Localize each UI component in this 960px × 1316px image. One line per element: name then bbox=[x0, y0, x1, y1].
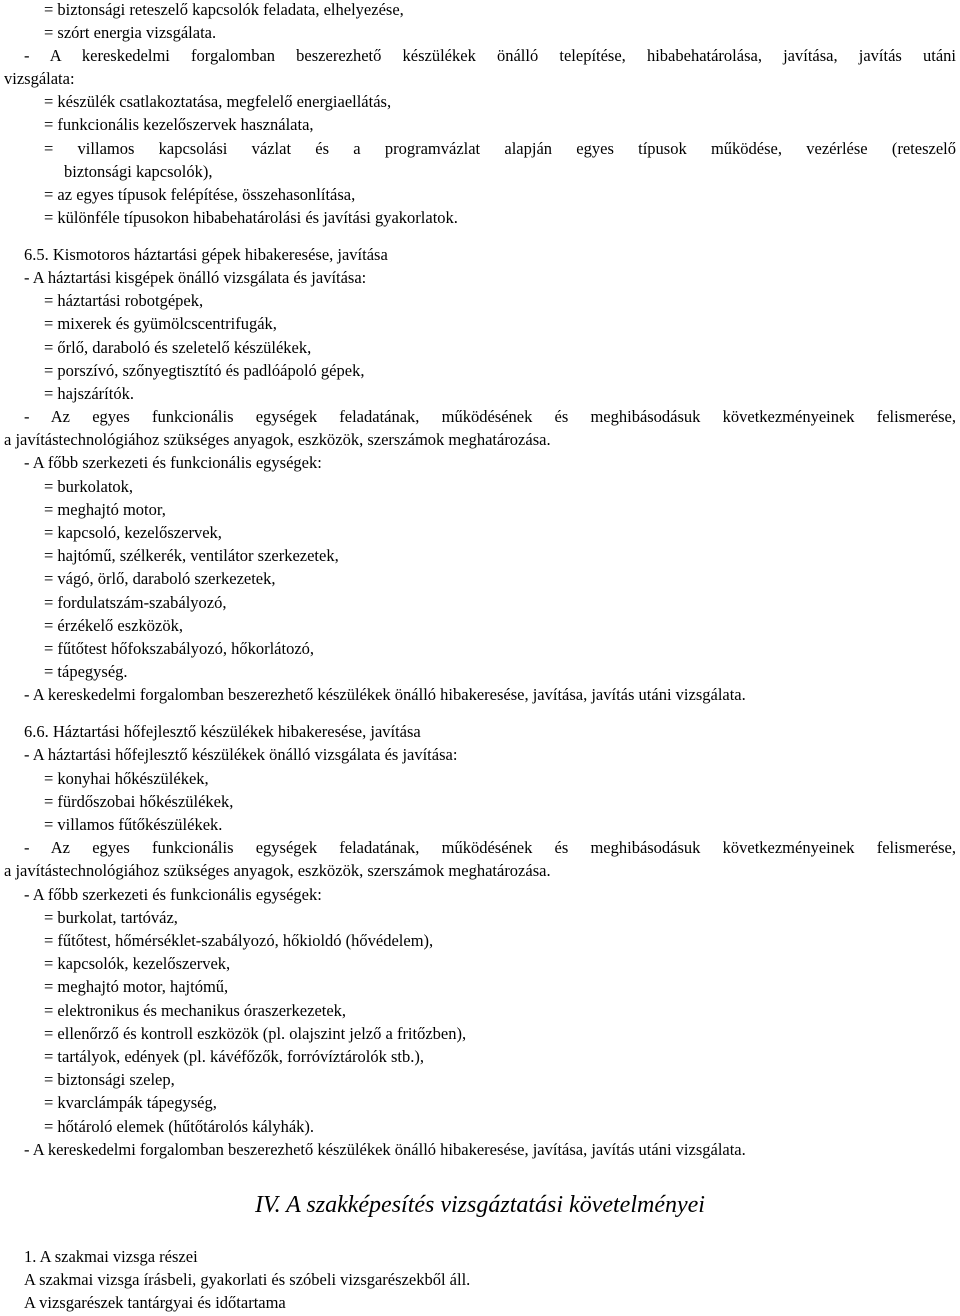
list-item: = tápegység. bbox=[44, 662, 128, 681]
section-heading-6-5: 6.5. Kismotoros háztartási gépek hibakeresése, javítása bbox=[24, 245, 388, 264]
list-item: = villamos fűtőkészülékek. bbox=[44, 815, 223, 834]
list-item: = fordulatszám-szabályozó, bbox=[44, 593, 227, 612]
list-item: = készülék csatlakoztatása, megfelelő energiaellátás, bbox=[44, 92, 392, 111]
list-item: = funkcionális kezelőszervek használata, bbox=[44, 115, 314, 134]
list-item: = mixerek és gyümölcscentrifugák, bbox=[44, 314, 277, 333]
paragraph-line: - A kereskedelmi forgalomban beszerezhető készülékek önálló telepítése, hibabehatárolása, javítása, javítás utáni bbox=[24, 46, 956, 65]
paragraph-line: - A főbb szerkezeti és funkcionális egységek: bbox=[24, 885, 322, 904]
paragraph-line: - A háztartási kisgépek önálló vizsgálata és javítása: bbox=[24, 268, 367, 287]
list-item: = konyhai hőkészülékek, bbox=[44, 769, 209, 788]
list-item: = érzékelő eszközök, bbox=[44, 616, 183, 635]
list-item: = fűtőtest hőfokszabályozó, hőkorlátozó, bbox=[44, 639, 315, 658]
paragraph-line: - Az egyes funkcionális egységek feladatának, működésének és meghibásodásuk következményeinek felismerése, bbox=[24, 407, 956, 426]
list-item: = tartályok, edények (pl. kávéfőzők, forróvíztárolók stb.), bbox=[44, 1047, 424, 1066]
list-item: = meghajtó motor, hajtómű, bbox=[44, 977, 229, 996]
list-item: = fürdőszobai hőkészülékek, bbox=[44, 792, 234, 811]
list-item: = hőtároló elemek (hűtőtárolós kályhák). bbox=[44, 1117, 315, 1136]
list-item: = ellenőrző és kontroll eszközök (pl. olajszint jelző a fritőzben), bbox=[44, 1024, 467, 1043]
list-item: = meghajtó motor, bbox=[44, 500, 166, 519]
paragraph-line: - A kereskedelmi forgalomban beszerezhető készülékek önálló hibakeresése, javítása, javítás utáni vizsgálata. bbox=[24, 1140, 746, 1159]
list-item: = kapcsoló, kezelőszervek, bbox=[44, 523, 222, 542]
list-item: = kapcsolók, kezelőszervek, bbox=[44, 954, 231, 973]
list-item: = kvarclámpák tápegység, bbox=[44, 1093, 217, 1112]
list-item: = hajtómű, szélkerék, ventilátor szerkezetek, bbox=[44, 546, 339, 565]
chapter-heading-iv: IV. A szakképesítés vizsgáztatási követelményei bbox=[255, 1192, 705, 1218]
list-item: = vágó, örlő, daraboló szerkezetek, bbox=[44, 569, 276, 588]
list-item: = őrlő, daraboló és szeletelő készülékek, bbox=[44, 338, 312, 357]
list-item: = biztonsági szelep, bbox=[44, 1070, 175, 1089]
list-item-continuation: biztonsági kapcsolók), bbox=[64, 162, 213, 181]
paragraph-line: A vizsgarészek tantárgyai és időtartama bbox=[24, 1293, 286, 1312]
list-item: = villamos kapcsolási vázlat és a programvázlat alapján egyes típusok működése, vezérlése (reteszelő bbox=[44, 139, 956, 158]
paragraph-line: a javítástechnológiához szükséges anyagok, eszközök, szerszámok meghatározása. bbox=[4, 430, 551, 449]
list-item: = különféle típusokon hibabehatárolási és javítási gyakorlatok. bbox=[44, 208, 458, 227]
paragraph-line: vizsgálata: bbox=[4, 69, 75, 88]
list-item: = háztartási robotgépek, bbox=[44, 291, 204, 310]
list-item: = az egyes típusok felépítése, összehasonlítása, bbox=[44, 185, 356, 204]
paragraph-line: a javítástechnológiához szükséges anyagok, eszközök, szerszámok meghatározása. bbox=[4, 861, 551, 880]
list-item: = biztonsági reteszelő kapcsolók feladata, elhelyezése, bbox=[44, 0, 404, 19]
paragraph-line: - A kereskedelmi forgalomban beszerezhető készülékek önálló hibakeresése, javítása, javítás utáni vizsgálata. bbox=[24, 685, 746, 704]
subsection-heading: 1. A szakmai vizsga részei bbox=[24, 1247, 198, 1266]
list-item: = hajszárítók. bbox=[44, 384, 134, 403]
list-item: = porszívó, szőnyegtisztító és padlóápoló gépek, bbox=[44, 361, 365, 380]
section-heading-6-6: 6.6. Háztartási hőfejlesztő készülékek hibakeresése, javítása bbox=[24, 722, 421, 741]
paragraph-line: A szakmai vizsga írásbeli, gyakorlati és szóbeli vizsgarészekből áll. bbox=[24, 1270, 471, 1289]
paragraph-line: - A főbb szerkezeti és funkcionális egységek: bbox=[24, 453, 322, 472]
paragraph-line: - A háztartási hőfejlesztő készülékek önálló vizsgálata és javítása: bbox=[24, 745, 458, 764]
list-item: = fűtőtest, hőmérséklet-szabályozó, hőkioldó (hővédelem), bbox=[44, 931, 434, 950]
list-item: = elektronikus és mechanikus óraszerkezetek, bbox=[44, 1001, 347, 1020]
list-item: = szórt energia vizsgálata. bbox=[44, 23, 217, 42]
list-item: = burkolatok, bbox=[44, 477, 134, 496]
paragraph-line: - Az egyes funkcionális egységek feladatának, működésének és meghibásodásuk következményeinek felismerése, bbox=[24, 838, 956, 857]
list-item: = burkolat, tartóváz, bbox=[44, 908, 178, 927]
